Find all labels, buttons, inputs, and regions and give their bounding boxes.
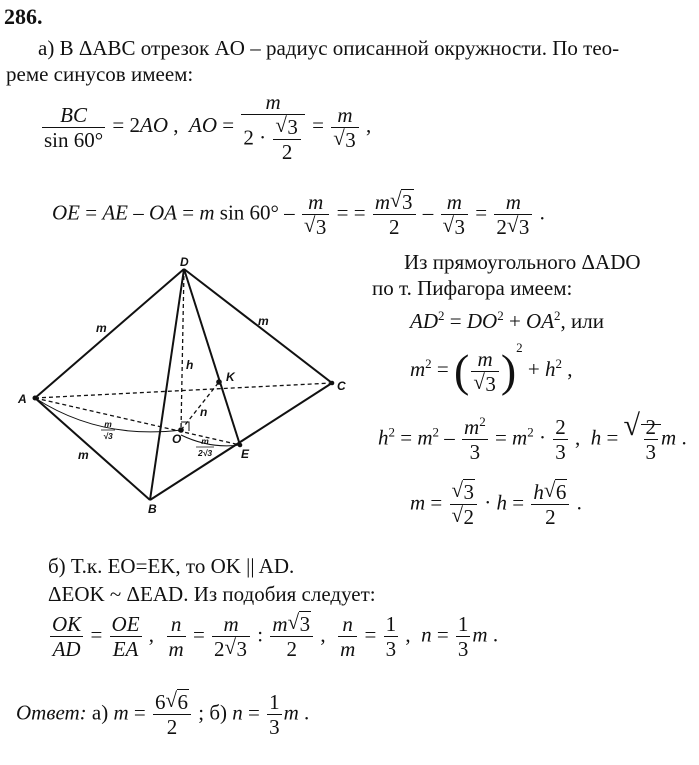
part-a-line-2: реме синусов имеем: xyxy=(6,62,194,86)
formula-m-squared: $m^2$ = ( m √ 3 )$^2 + h^2$ , xyxy=(410,340,573,397)
formula-pythagoras: $AD^2 = DO^2 + OA^2$, или xyxy=(410,308,604,333)
formula-m: m = √ 3 √ 2 · h = h √ 6 2 . xyxy=(410,478,582,530)
point-k xyxy=(216,379,222,385)
label-h: h xyxy=(186,358,194,372)
label-m-left: m xyxy=(96,321,107,335)
edge-da xyxy=(35,269,184,398)
label-a: A xyxy=(18,392,27,406)
label-m-over-sqrt3-den: √3 xyxy=(103,431,113,441)
label-b: B xyxy=(148,502,157,515)
answer-part-a-label: а) xyxy=(91,700,109,725)
formula-law-of-sines: $\frac{BC}{\sin 60^\circ}$ = 2AO , AO = m 2 · √ 3 2 = m √ 3 , xyxy=(44,90,372,165)
label-o: O xyxy=(172,432,182,446)
label-k: K xyxy=(226,370,235,384)
label-c: C xyxy=(337,379,346,393)
arc-oe xyxy=(181,435,240,446)
formula-h-squared: $h^2 = m^2$ – $\frac{m^2}{3}$ = $m^2$ · $\frac{2}{3}$ , h = √ $\frac{2}{3}$ m . xyxy=(378,409,687,465)
part-b-line-1: б) Т.к. EO=EK, то OK || AD. xyxy=(48,554,295,578)
right-text-line-2: по т. Пифагора имеем: xyxy=(372,276,573,300)
answer-line: Ответ: а) m = 6 √ 6 2 ; б) n = $\frac{1}{3}$ m . xyxy=(16,688,310,740)
label-m-over-2sqrt3-num: m xyxy=(201,436,209,446)
edge-db xyxy=(150,269,184,500)
label-m-bottom: m xyxy=(78,448,89,462)
edge-ac-hidden xyxy=(35,383,332,398)
label-m-right: m xyxy=(258,314,269,328)
label-d: D xyxy=(180,255,189,269)
part-a-line-1: а) В ΔABC отрезок AO – радиус описанной окружности. По тео- xyxy=(38,36,620,60)
label-e: E xyxy=(241,447,250,461)
pyramid-figure xyxy=(0,255,370,515)
answer-label: Ответ: xyxy=(16,700,87,725)
edge-ab xyxy=(35,398,150,500)
problem-number: 286. xyxy=(4,4,43,29)
point-a xyxy=(33,396,38,401)
point-c xyxy=(330,381,335,386)
formula-oe: OE = AE – OA = m sin 60° – m √ 3 = = m √ 3 2 – m √ 3 = m 2 √ 3 . xyxy=(52,188,545,240)
label-m-over-2sqrt3-den: 2√3 xyxy=(197,448,213,458)
edge-de xyxy=(184,269,240,445)
pythagoras-suffix: , или xyxy=(560,309,604,333)
label-n: n xyxy=(200,405,208,419)
answer-part-b-label: ; б) xyxy=(198,700,228,725)
segment-ae xyxy=(35,398,240,445)
label-m-over-sqrt3-num: m xyxy=(104,419,112,429)
part-b-line-2: ΔEOK ~ ΔEAD. Из подобия следует: xyxy=(48,582,376,606)
right-text-line-1: Из прямоугольного ΔADO xyxy=(404,250,641,274)
formula-similarity: $\frac{OK}{AD}$ = $\frac{OE}{EA}$ , $\frac{n}{m}$ = m 2 √ 3 : m √ 3 2 , $\frac{n}{m}$ = $\frac{1}{3}$ , n = $\frac{1}{3}$ m . xyxy=(52,610,499,662)
